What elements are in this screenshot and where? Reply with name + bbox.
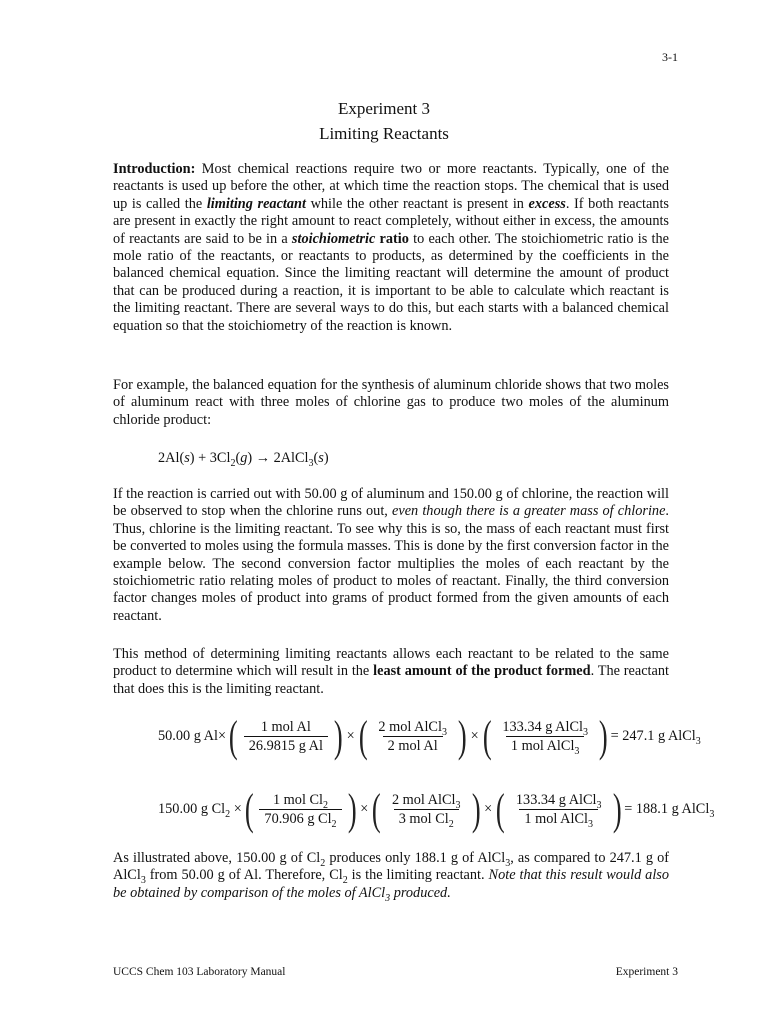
calc1-factor-1: $\frac{\text{1 mol Al}}{\text{26.9815 g Al}}$ [244, 718, 328, 756]
calc2-result: = 188.1 g AlCl$_3$ [624, 801, 715, 821]
page-number: 3-1 [662, 50, 678, 64]
document-title [0, 96, 768, 146]
calc1-start: 50.00 g Al× [158, 728, 227, 745]
reaction-explanation-paragraph: If the reaction is carried out with 50.00 g of aluminum and 150.00 g of chlorine, the reaction will be observed to stop when the chlorine runs out, even though there is a greater mass of chlorine. Thus, chlorine is the limiting reactant. To see why this is so, the mass of each reactant must first be converted to moles using the formula masses. This is done by the first conversion factor in the example below. The second conversion factor multiplies the moles of each reactant by the stoichiometric ratio relating moles of product to moles of reactant. Finally, the third conversion factor changes moles of product into grams of product formed from the given amounts of each reactant. [113, 486, 669, 624]
calc1-result: = 247.1 g AlCl$_3$ [610, 728, 701, 748]
example-text: For example, the balanced equation for the synthesis of aluminum chloride shows that two moles of aluminum react with three moles of chlorine gas to produce two moles of the aluminum chloride product: [113, 377, 669, 428]
title-line-topic: Limiting Reactants [319, 124, 449, 143]
calc2-factor-1: $\frac{1 mol Cl_2}{70.906 g Cl_2}$ [259, 791, 341, 829]
term-excess: excess [528, 195, 566, 212]
emphasis-least-amount: least amount of the product formed [373, 663, 591, 680]
calculation-chlorine: 150.00 g $Cl_2$ × ( $\frac{1 mol Cl_2}{70.906 g Cl_2}$ ) × ( $\frac{2 mol AlCl_3}{3 mol Cl_2}$ ) × ( $\frac{133.34 g AlCl_3}{1 mol AlCl_3}$ ) = 188.1 g AlCl$_3$ [158, 785, 715, 834]
term-ratio: ratio [375, 230, 409, 247]
footer-experiment: Experiment 3 [615, 966, 678, 978]
calc2-factor-2: $\frac{2 mol AlCl_3}{3 mol Cl_2}$ [391, 792, 461, 830]
conclusion-paragraph: As illustrated above, 150.00 g of $Cl_2$ produces only 188.1 g of AlCl$_3$, as compared to 247.1 g of AlCl$_3$ from 50.00 g of Al. Therefore, $Cl_2$ is the limiting reactant. Note that this result would also be obtained by comparison of the moles of AlCl$_3$ produced. [113, 850, 670, 904]
note-italic: Note that this result would also be obtained by comparison of the moles of AlCl$_3$ produced. [113, 867, 670, 904]
calc2-start: 150.00 g $Cl_2$ × [158, 801, 242, 821]
term-limiting-reactant: limiting reactant [206, 195, 306, 212]
calculation-aluminum: 50.00 g Al× ( $\frac{\text{1 mol Al}}{\text{26.9815 g Al}}$ ) × ( $\frac{2 mol AlCl_3}{\text{2 mol Al}}$ ) × ( $\frac{133.34 g AlCl_3}{1 mol AlCl_3}$ ) = 247.1 g AlCl$_3$ [158, 712, 701, 761]
method-paragraph: This method of determining limiting reactants allows each reactant to be related to the same product to determine which will result in the least amount of the product formed. The reactant that does this is the limiting reactant. [113, 646, 669, 697]
calc1-factor-3: $\frac{133.34 g AlCl_3}{1 mol AlCl_3}$ [502, 719, 588, 757]
term-stoichiometric: stoichiometric [291, 230, 376, 247]
example-paragraph [113, 377, 669, 429]
intro-text-2: while the other reactant is present in [305, 195, 529, 212]
intro-text-3: . If both reactants are present in exactly the right amount to react completely, without either in excess, the amounts of reactants are said to be in a [113, 195, 669, 247]
calc2-factor-3: $\frac{133.34 g AlCl_3}{1 mol AlCl_3}$ [515, 792, 602, 830]
title-line-experiment: Experiment 3 [337, 99, 431, 118]
intro-text-4: to each other. The stoichiometric ratio is the mole ratio of the reactants, or reactants to products, as determined by the coefficients in the balanced chemical equation. Since the limiting reactant will determine the amount of product that can be produced during a reaction, it is important to be able to calculate which reactant is the limiting reactant. There are several ways to do this, but each starts with a balanced chemical equation so that the stoichiometry of the reaction is known. [113, 230, 669, 334]
footer-manual-name: UCCS Chem 103 Laboratory Manual [113, 966, 286, 978]
introduction-paragraph [113, 161, 669, 335]
balanced-equation: $2Al(s) + 3Cl_2(g)$ → 2AlCl$_3$(s) [158, 450, 329, 469]
intro-text-1: Most chemical reactions require two or more reactants. Typically, one of the reactants is used up before the other, at which time the reaction stops. The chemical that is used up is called the [113, 161, 669, 212]
emphasis-greater-mass: even though there is a greater mass of chlorine [392, 503, 666, 520]
calc1-factor-2: $\frac{2 mol AlCl_3}{\text{2 mol Al}}$ [378, 719, 447, 754]
intro-label: Introduction: [113, 161, 196, 177]
